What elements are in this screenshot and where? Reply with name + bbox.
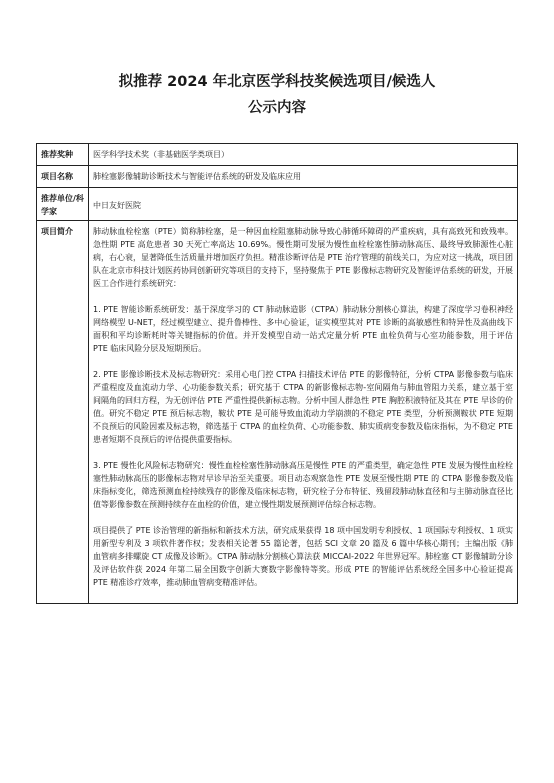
summary-paragraph-results: 项目提供了 PTE 诊治管理的新指标和新技术方法，研究成果获得 18 项中国发明专利授权、1 项国际专利授权、1 项实用新型专利及 3 项软件著作权；发表相关论著 55 篇论著，包括 SCI 文章 20 篇及 6 篇中华核心期刊；主编出版《肺血管病多排螺旋 CT 成像及诊断》。CTPA 肺动脉分割核心算法获 MICCAI-2022 年世界冠军。肺栓塞 CT 影像辅助分诊及评估软件获 2024 年第二届全国数字创新大赛数字影像特等奖。形成 PTE 的智能评估系统经全国多中心验证提高 PTE 精准诊疗效率，推动肺血管病变精准评估。 [93, 526, 513, 587]
row-label-summary: 项目简介 [37, 221, 89, 604]
summary-paragraph-intro: 肺动脉血栓栓塞（PTE）简称肺栓塞，是一种因血栓阻塞肺动脉导致心肺循环障碍的严重疾病，具有高致死和致残率。急性期 PTE 高危患者 30 天死亡率高达 10.69%。慢性期可发展为慢性血栓栓塞性肺动脉高压、最终导致肺源性心脏病，右心衰，显著降低生活质量并增加医疗负担。精准诊断评估是 PTE 治疗管理的前线关口，为应对这一挑战，项目团队在北京市科技计划医药协同创新研究等项目的支持下，坚持聚焦于 PTE 影像标志物研究及智能评估系统的研发，开展医工合作进行系统研究： [93, 227, 513, 288]
table-row [37, 144, 518, 166]
info-table [36, 143, 518, 604]
table-row [37, 221, 518, 604]
summary-paragraph-2: 2. PTE 影像诊断技术及标志物研究：采用心电门控 CTPA 扫描技术评估 PTE 的影像特征，分析 CTPA 影像参数与临床严重程度及血流动力学、心功能参数关系；研究基于 CTPA 的新影像标志物-室间隔角与肺血管阻力关系，建立基于室间隔角的回归方程，为无创评估 PTE 严重性提供新标志物。分析中国人群急性 PTE 胸腔积液特征及其在 PTE 早诊的价值。研究不稳定 PTE 预后标志物，鞍状 PTE 是可能导致血流动力学崩溃的不稳定 PTE 类型，分析预测鞍状 PTE 短期不良预后的风险因素及标志物，筛选基于 CTPA 的血栓负荷、心功能参数、肺实质病变参数及临床指标，为不稳定 PTE 患者短期不良预后的评估提供重要指标。 [93, 370, 513, 444]
document-subtitle: 公示内容 [248, 100, 306, 116]
table-row [37, 166, 518, 188]
row-label-project-name: 项目名称 [37, 166, 89, 188]
row-value-summary [89, 221, 518, 604]
row-value-recommender: 中日友好医院 [89, 188, 518, 221]
summary-paragraph-1: 1. PTE 智能诊断系统研发：基于深度学习的 CT 肺动脉造影（CTPA）肺动脉分割核心算法，构建了深度学习卷积神经网络模型 U-NET，经过模型建立、提升鲁棒性、多中心验证，证实模型其对 PTE 诊断的高敏感性和特异性及高曲线下面积和平均诊断耗时等关键指标的价值。并开发模型自动一站式定量分析 PTE 血栓负荷与心室功能参数，用于评估 PTE 临床风险分层及短期预后。 [93, 305, 513, 353]
table-row [37, 188, 518, 221]
row-label-recommender: 推荐单位/科学家 [37, 188, 89, 221]
row-label-award-type: 推荐奖种 [37, 144, 89, 166]
row-value-award-type: 医学科学技术奖（非基础医学类项目） [89, 144, 518, 166]
row-value-project-name: 肺栓塞影像辅助诊断技术与智能评估系统的研发及临床应用 [89, 166, 518, 188]
document-title: 拟推荐 2024 年北京医学科技奖候选项目/候选人 [118, 74, 436, 90]
summary-paragraph-3: 3. PTE 慢性化风险标志物研究：慢性血栓栓塞性肺动脉高压是慢性 PTE 的严重类型，确定急性 PTE 发展为慢性血栓栓塞性肺动脉高压的影像标志物对早诊早治至关重要。项目动态观察急性 PTE 发展至慢性期 PTE 的 CTPA 影像参数及临床指标变化，筛选预测血栓持续残存的影像及临床标志物，研究栓子分布特征、残留段肺动脉直径和与主肺动脉直径比值等影像参数在预测持续存在血栓的价值，建立慢性期发展预测评估综合标志物。 [93, 461, 513, 509]
